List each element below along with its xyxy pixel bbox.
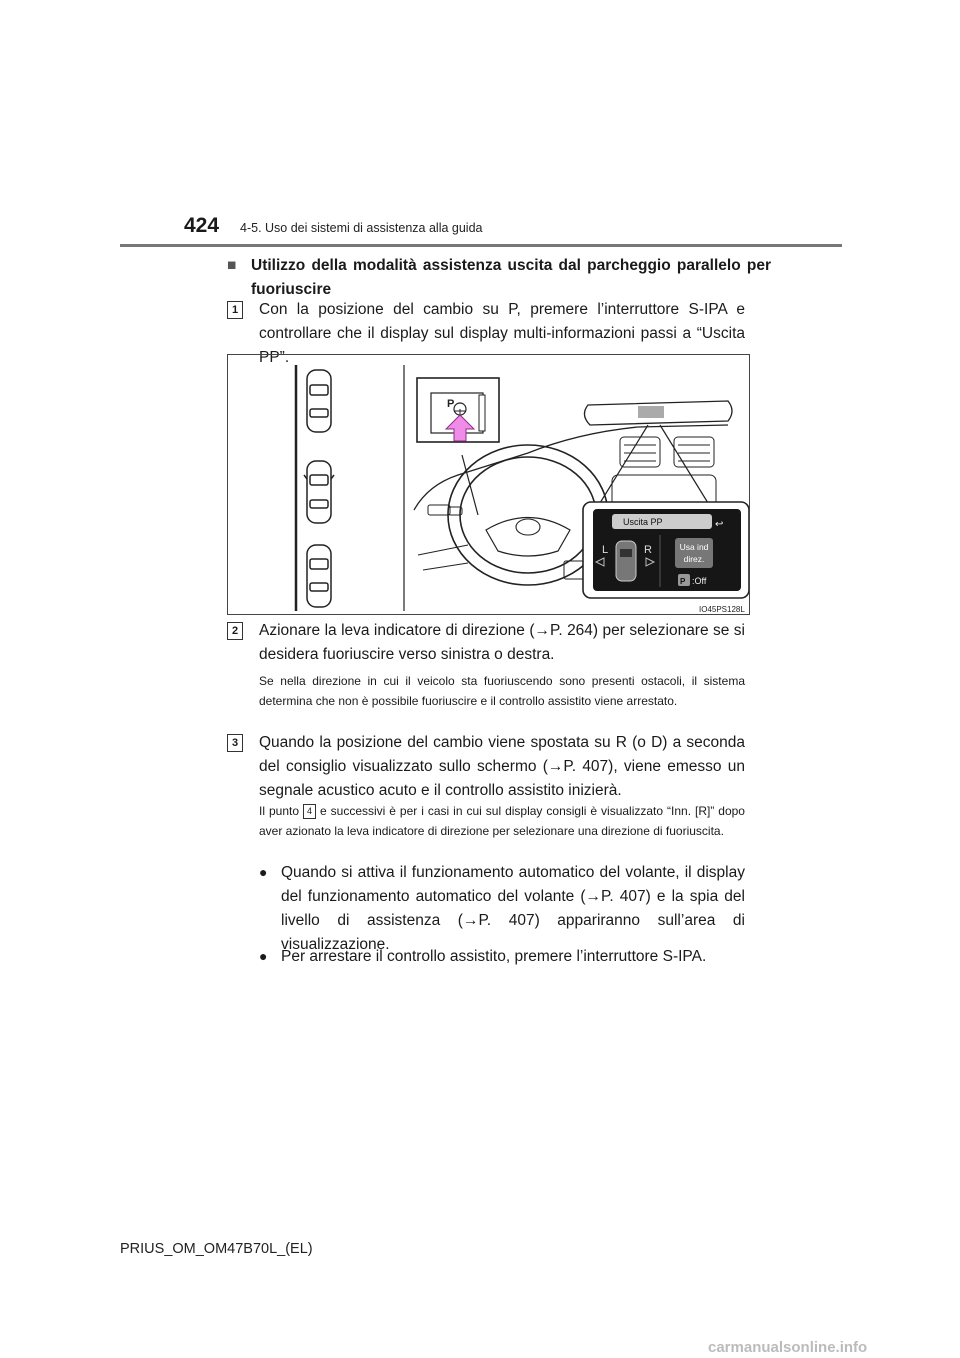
- step-1-badge: 1: [227, 301, 243, 319]
- step-3-badge: 3: [227, 734, 243, 752]
- multi-information-display: [583, 502, 749, 598]
- step-2-text: Azionare la leva indicatore di direzione (→P. 264) per selezionare se si desidera fuoriuscire verso sinistra o destra.: [259, 622, 745, 663]
- bullet-symbol: ●: [259, 864, 268, 880]
- bullet-symbol: ●: [259, 948, 268, 964]
- display-title: Uscita PP: [623, 517, 663, 527]
- step-2-note: Se nella direzione in cui il veicolo sta fuoriuscendo sono presenti ostacoli, il sistema determina che non è possibile fuoriuscire e il controllo assistito viene arrestato.: [259, 674, 745, 708]
- hint-line-2: direz.: [683, 554, 705, 564]
- own-car-middle: [304, 461, 334, 523]
- vehicle-top-view-icon: [616, 541, 636, 581]
- parked-car-bottom: [307, 545, 331, 607]
- document-code-footer: PRIUS_OM_OM47B70L_(EL): [120, 1241, 313, 1257]
- switch-inset: [417, 378, 499, 442]
- callout-line-switch: [462, 455, 478, 515]
- parking-exit-figure: [227, 354, 750, 615]
- section-title-text: Utilizzo della modalità assistenza uscita dal parcheggio parallelo per fuoriuscire: [251, 257, 771, 298]
- air-vents: [620, 437, 714, 467]
- section-title: [227, 254, 771, 302]
- figure-code: IO45PS128L: [699, 605, 745, 614]
- bullet-item: [259, 860, 745, 957]
- bullet-item: [259, 944, 745, 969]
- bullet-text: Per arrestare il controllo assistito, premere l’interruttore S-IPA.: [281, 948, 707, 965]
- back-icon: ↩: [715, 519, 724, 530]
- display-left-letter: L: [602, 544, 609, 556]
- parked-car-top: [307, 370, 331, 432]
- step-2-badge: 2: [227, 622, 243, 640]
- p-icon-letter: P: [680, 577, 686, 586]
- step-3-note-after: e successivi è per i casi in cui sul display consigli è visualizzato “Inn. [R]” dopo aver azionato la leva indicatore di direzione per selezionare una direzione di fuoriuscita.: [259, 804, 745, 838]
- section-marker: ■: [227, 257, 237, 274]
- mid-display-screen: [638, 406, 664, 418]
- bullet-text: Quando si attiva il funzionamento automatico del volante, il display del funzionamento automatico del volante (→P. 407) e la spia del livello di assistenza (→P. 407) appariranno sull’area di visualizzazione.: [281, 864, 745, 953]
- display-right-letter: R: [644, 544, 652, 556]
- figure-illustration: [228, 355, 750, 615]
- running-header: 4-5. Uso dei sistemi di assistenza alla guida: [240, 221, 483, 235]
- off-label: :Off: [692, 576, 707, 586]
- step-4-ref-badge: 4: [303, 804, 316, 819]
- step-3-note: [259, 801, 745, 841]
- page-number: 424: [184, 214, 220, 237]
- switch-letter: P: [447, 398, 455, 410]
- watermark: carmanualsonline.info: [708, 1339, 868, 1356]
- hint-line-1: Usa ind: [679, 542, 709, 552]
- step-3-text: Quando la posizione del cambio viene spostata su R (o D) a seconda del consiglio visualizzato sullo schermo (→P. 407), viene emesso un segnale acustico acuto e il controllo assistito inizierà.: [259, 734, 745, 799]
- header-divider: [120, 244, 842, 247]
- step-1-text: Con la posizione del cambio su P, premere l’interruttore S-IPA e controllare che il display sul display multi-informazioni passi a “Uscita PP”.: [259, 301, 745, 366]
- step-3-note-before: Il punto: [259, 804, 299, 818]
